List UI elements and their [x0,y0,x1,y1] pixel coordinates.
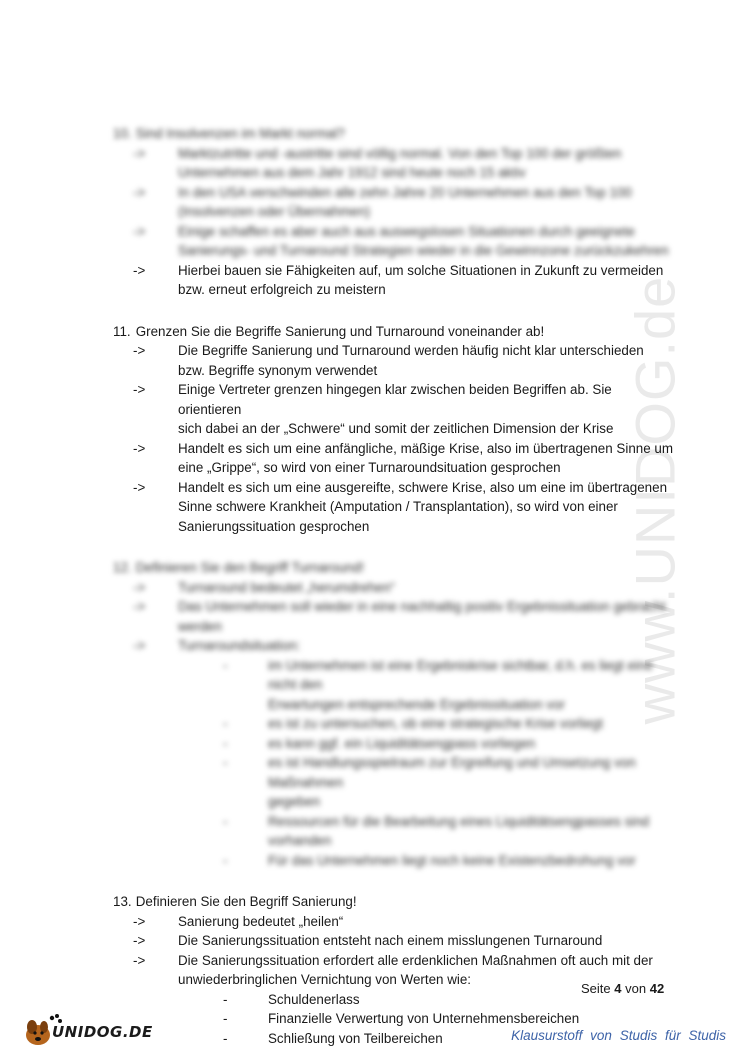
list-item: -> Die Begriffe Sanierung und Turnaround werden häufig nicht klar unterschieden bzw. Begriffe synonym verwendet [133,343,644,378]
question-10-title: 10. Sind Insolvenzen im Markt normal? [113,126,345,141]
sub-list-item: - es ist Handlungsspielraum zur Ergreifung und Umsetzung von Maßnahmen gegeben [223,755,636,809]
list-item: -> Hierbei bauen sie Fähigkeiten auf, um solche Situationen in Zukunft zu vermeiden bzw. erneut erfolgreich zu meistern [133,262,664,297]
watermark: www.UNIDOG.de [623,275,687,725]
question-13-title: 13. Definieren Sie den Begriff Sanierung! [113,894,357,909]
list-item: -> Sanierung bedeutet „heilen“ [133,913,344,929]
sub-list-item: - es kann ggf. ein Liquiditätsengpass vorliegen [223,735,536,751]
list-item: -> Einige Vertreter grenzen hingegen klar zwischen beiden Begriffen ab. Sie orientieren sich dabei an der „Schwere“ und somit der zeitlichen Dimension der Krise [133,382,614,436]
list-item: -> Die Sanierungssituation entsteht nach einem misslungenen Turnaround [133,933,603,948]
question-13 [113,892,673,1048]
logo-text: UNIDOG.DE [52,1023,153,1041]
sub-list-item: - im Unternehmen ist eine Ergebniskrise sichtbar, d.h. es liegt eine nicht den Erwartungen entsprechende Ergebnissituation vor [223,657,653,712]
list-item: -> Marktzutritte und -austritte sind völlig normal. Von den Top 100 der größten Unternehmen aus dem Jahr 1912 sind heute noch 15 aktiv [133,145,622,180]
list-item: -> Turnaround bedeutet „herumdrehen“ [133,579,395,595]
footer-tagline: Klausurstoff von Studis für Studis [511,1028,726,1043]
list-item: -> Turnaroundsituation: [133,638,301,653]
question-10 [113,124,673,300]
document-content [113,124,673,1048]
sub-list-item: - Für das Unternehmen liegt noch keine Existenzbedrohung vor [223,852,636,868]
list-item: -> Handelt es sich um eine ausgereifte, schwere Krise, also um eine im übertragenen Sinne schwere Krankheit (Amputation / Transplantation), so wird von einer Sanierungssituation gesprochen [133,479,668,534]
question-12-title: 12. Definieren Sie den Begriff Turnaround! [113,560,365,575]
question-11-title: 11. Grenzen Sie die Begriffe Sanierung und Turnaround voneinander ab! [113,323,545,339]
sub-list-item: - Schließung von Teilbereichen [223,1030,443,1046]
list-item: -> Das Unternehmen soll wieder in eine nachhaltig positiv Ergebnissituation gebracht werden [133,599,666,634]
question-12 [113,558,673,870]
list-item: -> Handelt es sich um eine anfängliche, mäßige Krise, also im übertragenen Sinne um eine „Grippe“, so wird von einer Turnaroundsituation gesprochen [133,440,673,475]
page-number: Seite 4 von 42 [581,981,665,996]
question-11 [113,322,673,537]
sub-list-item: - Schuldenerlass [223,991,360,1007]
sub-list-item: - es ist zu untersuchen, ob eine strategische Krise vorliegt [223,716,603,731]
sub-list-item: - Finanzielle Verwertung von Unternehmensbereichen [223,1011,580,1026]
list-item: -> Die Sanierungssituation erfordert alle erdenklichen Maßnahmen oft auch mit der unwiederbringlichen Vernichtung von Werten wie: [133,952,653,987]
list-item: -> In den USA verschwinden alle zehn Jahre 20 Unternehmen aus den Top 100 (Insolvenzen oder Übernahmen) [133,184,632,219]
list-item: -> Einige schaffen es aber auch aus auswegslosen Situationen durch geeignete Sanierungs- und Turnaround Strategien wieder in die Gewinnzone zurückzukehren [133,223,669,258]
sub-list-item: - Ressourcen für die Bearbeitung eines Liquiditätsengpasses sind vorhanden [223,813,650,848]
